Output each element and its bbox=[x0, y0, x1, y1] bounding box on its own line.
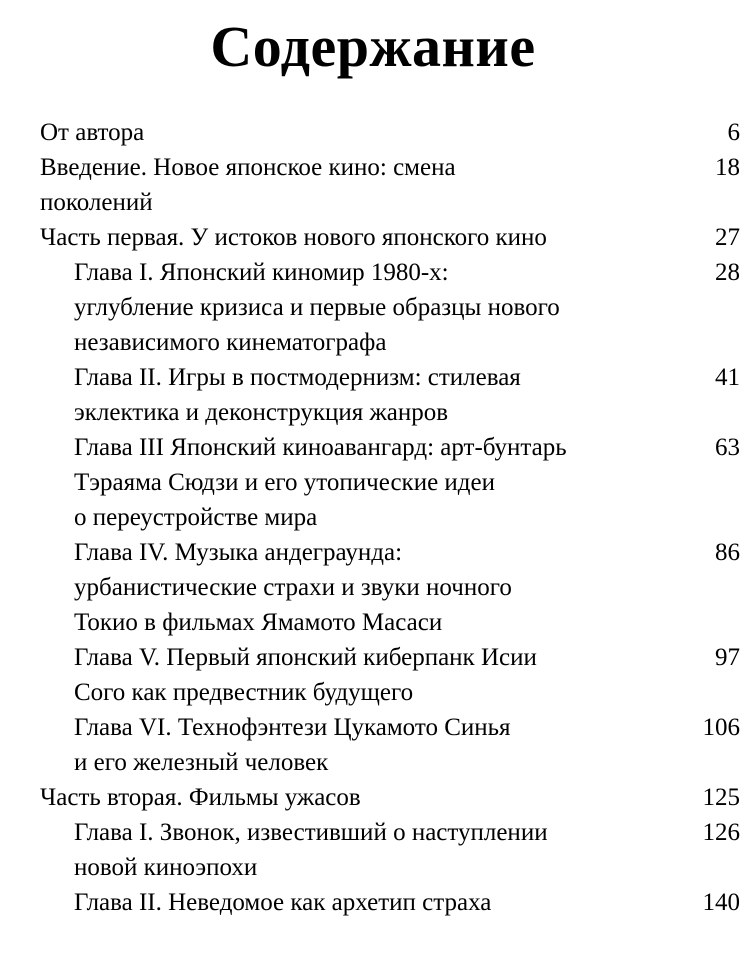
toc-page-number: 86 bbox=[715, 539, 740, 566]
toc-entry-line: Глава VI. Технофэнтези Цукамото Синья bbox=[74, 714, 511, 741]
toc-page-number: 28 bbox=[715, 259, 740, 286]
table-of-contents bbox=[40, 115, 740, 920]
toc-entry-part-one-chapter-6 bbox=[40, 710, 740, 780]
toc-entry-line: эклектика и деконструкция жанров bbox=[74, 399, 449, 426]
toc-entry-author-foreword bbox=[40, 115, 740, 150]
toc-entry-line: Глава II. Неведомое как архетип страха bbox=[74, 889, 492, 916]
toc-entry-part-one-chapter-3 bbox=[40, 430, 740, 535]
toc-entry-line: о переустройстве мира bbox=[74, 504, 318, 531]
toc-entry-title bbox=[40, 885, 690, 920]
toc-entry-line: новой киноэпохи bbox=[74, 854, 258, 881]
toc-entry-part-one bbox=[40, 220, 740, 255]
toc-entry-title bbox=[40, 360, 690, 430]
toc-page-number: 6 bbox=[727, 119, 740, 146]
toc-entry-part-two bbox=[40, 780, 740, 815]
toc-entry-line: Глава V. Первый японский киберпанк Исии bbox=[74, 644, 537, 671]
toc-entry-part-one-chapter-4 bbox=[40, 535, 740, 640]
toc-entry-introduction bbox=[40, 150, 740, 220]
toc-entry-title bbox=[40, 535, 690, 640]
toc-entry-title bbox=[40, 220, 690, 255]
toc-entry-line: Глава IV. Музыка андеграунда: bbox=[74, 539, 403, 566]
toc-page-number: 97 bbox=[715, 644, 740, 671]
toc-entry-line: углубление кризиса и первые образцы нового bbox=[74, 294, 560, 321]
page-title: Содержание bbox=[210, 14, 536, 79]
toc-entry-line: Часть первая. У истоков нового японского кино bbox=[40, 224, 547, 251]
toc-entry-part-two-chapter-1 bbox=[40, 815, 740, 885]
toc-page-number: 63 bbox=[715, 434, 740, 461]
toc-entry-title bbox=[40, 815, 690, 885]
toc-entry-line: Тэраяма Сюдзи и его утопические идеи bbox=[74, 469, 495, 496]
toc-entry-title bbox=[40, 115, 690, 150]
toc-page-number: 27 bbox=[715, 224, 740, 251]
toc-page-number: 106 bbox=[702, 714, 740, 741]
toc-entry-line: и его железный человек bbox=[74, 749, 329, 776]
toc-entry-title bbox=[40, 710, 690, 780]
toc-page-number: 126 bbox=[702, 819, 740, 846]
toc-entry-line: Часть вторая. Фильмы ужасов bbox=[40, 784, 361, 811]
toc-entry-title bbox=[40, 150, 690, 220]
toc-entry-part-one-chapter-1 bbox=[40, 255, 740, 360]
toc-entry-line: независимого кинематографа bbox=[74, 329, 387, 356]
toc-entry-line: Глава I. Японский киномир 1980-х: bbox=[74, 259, 449, 286]
toc-entry-line: урбанистические страхи и звуки ночного bbox=[74, 574, 512, 601]
toc-entry-line: Глава I. Звонок, известивший о наступлении bbox=[74, 819, 548, 846]
toc-entry-line: Сого как предвестник будущего bbox=[74, 679, 414, 706]
toc-page-number: 18 bbox=[715, 154, 740, 181]
toc-page-number: 140 bbox=[702, 889, 740, 916]
toc-entry-part-one-chapter-5 bbox=[40, 640, 740, 710]
toc-entry-title bbox=[40, 640, 690, 710]
toc-entry-line: Введение. Новое японское кино: смена bbox=[40, 154, 456, 181]
toc-entry-title bbox=[40, 780, 690, 815]
toc-entry-title bbox=[40, 430, 690, 535]
toc-entry-line: Глава III Японский киноавангард: арт-бунтарь bbox=[74, 434, 567, 461]
toc-page-number: 41 bbox=[715, 364, 740, 391]
toc-page-number: 125 bbox=[702, 784, 740, 811]
toc-entry-part-two-chapter-2 bbox=[40, 885, 740, 920]
toc-entry-title bbox=[40, 255, 690, 360]
toc-entry-line: Глава II. Игры в постмодернизм: стилевая bbox=[74, 364, 521, 391]
toc-entry-part-one-chapter-2 bbox=[40, 360, 740, 430]
toc-entry-line: От автора bbox=[40, 119, 145, 146]
toc-entry-line: поколений bbox=[40, 189, 153, 216]
toc-entry-line: Токио в фильмах Ямамото Масаси bbox=[74, 609, 443, 636]
